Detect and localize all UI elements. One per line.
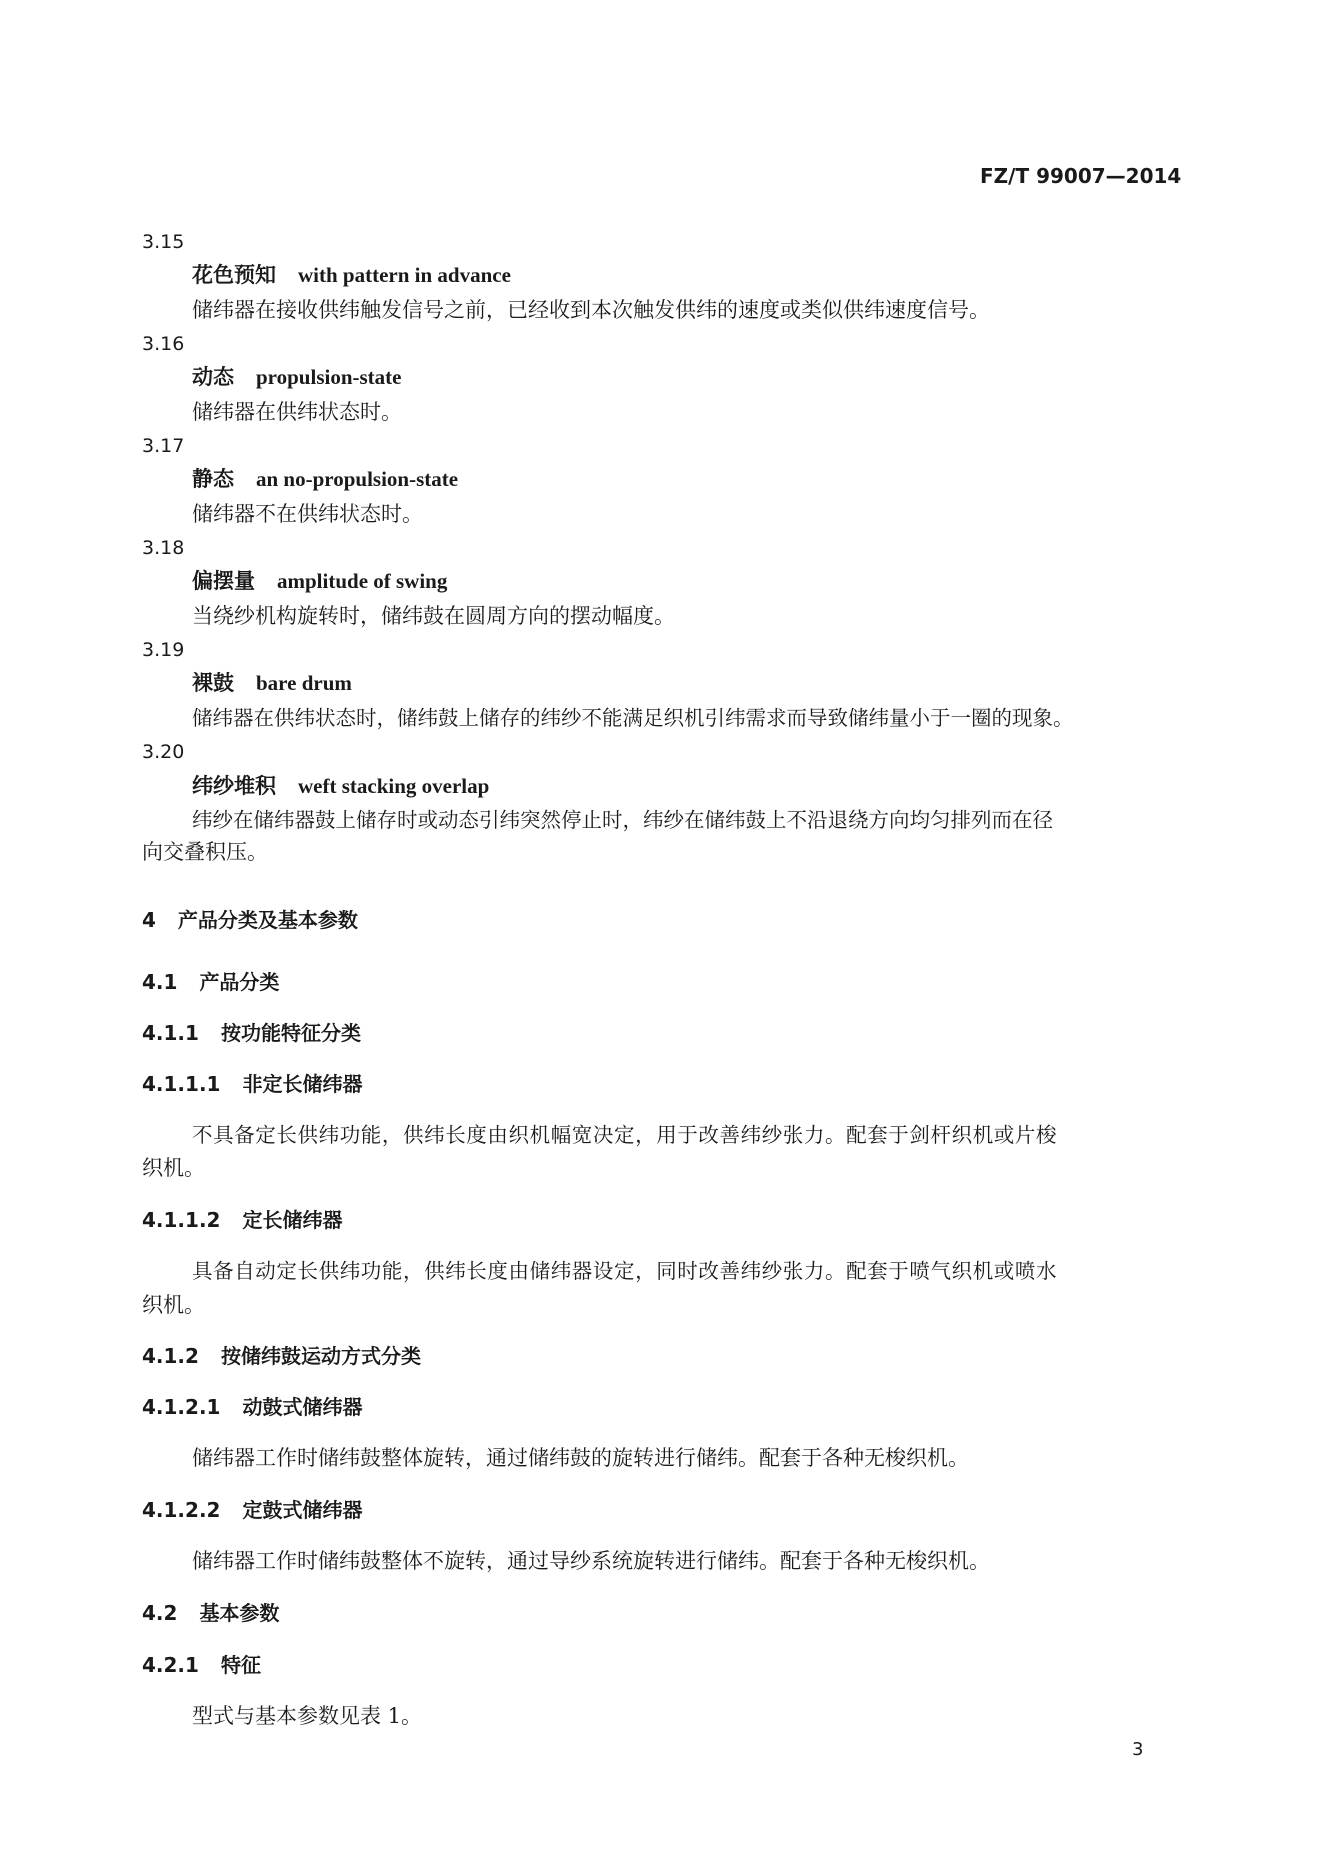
term-definition: 储纬器不在供纬状态时。 (192, 502, 423, 526)
term-en: weft stacking overlap (298, 774, 490, 798)
section-title: 定长储纬器 (242, 1208, 343, 1232)
section-number: 4.1.2.1 (142, 1395, 221, 1419)
term-definition: 储纬器在供纬状态时。 (192, 400, 402, 424)
term-definition: 纬纱在储纬器鼓上储存时或动态引纬突然停止时，纬纱在储纬鼓上不沿退绕方向均匀排列而在径 (192, 808, 1053, 832)
term-en: an no-propulsion-state (256, 467, 459, 491)
section-heading (142, 1070, 362, 1098)
term-number: 3.18 (142, 537, 185, 559)
section-heading (142, 906, 358, 934)
section-title: 特征 (220, 1653, 261, 1677)
section-number: 4.2.1 (142, 1653, 199, 1677)
term-heading (192, 261, 511, 289)
term-number: 3.19 (142, 639, 185, 661)
section-heading (142, 1599, 279, 1627)
term-cn: 纬纱堆积 (192, 773, 276, 798)
term-heading (192, 465, 458, 493)
section-number: 4 (142, 908, 156, 932)
term-number: 3.15 (142, 231, 185, 253)
term-heading (192, 669, 352, 697)
term-en: amplitude of swing (277, 569, 448, 593)
paragraph: 储纬器工作时储纬鼓整体不旋转，通过导纱系统旋转进行储纬。配套于各种无梭织机。 (192, 1549, 990, 1573)
term-heading (192, 772, 489, 800)
section-title: 动鼓式储纬器 (242, 1395, 363, 1419)
term-definition-continued: 向交叠积压。 (142, 840, 268, 864)
term-number: 3.20 (142, 741, 185, 763)
paragraph: 储纬器工作时储纬鼓整体旋转，通过储纬鼓的旋转进行储纬。配套于各种无梭织机。 (192, 1446, 969, 1470)
term-definition: 储纬器在供纬状态时，储纬鼓上储存的纬纱不能满足织机引纬需求而导致储纬量小于一圈的现象。 (192, 706, 1074, 730)
section-number: 4.1.1.2 (142, 1208, 221, 1232)
term-cn: 偏摆量 (192, 568, 255, 593)
section-heading (142, 1342, 421, 1370)
term-cn: 静态 (192, 466, 234, 491)
section-heading (142, 1496, 362, 1524)
section-number: 4.1.1 (142, 1021, 199, 1045)
paragraph: 型式与基本参数见表 1。 (192, 1704, 423, 1728)
term-cn: 动态 (192, 364, 234, 389)
section-heading (142, 968, 279, 996)
term-en: with pattern in advance (298, 263, 511, 287)
section-number: 4.1.1.1 (142, 1072, 221, 1096)
term-cn: 花色预知 (192, 262, 276, 287)
section-heading (142, 1651, 261, 1679)
paragraph: 具备自动定长供纬功能，供纬长度由储纬器设定，同时改善纬纱张力。配套于喷气织机或喷水 (192, 1259, 1058, 1283)
paragraph-continued: 织机。 (142, 1293, 205, 1317)
standard-code: FZ/T 99007—2014 (980, 164, 1182, 188)
section-title: 产品分类 (199, 970, 280, 994)
section-title: 按功能特征分类 (220, 1021, 361, 1045)
section-title: 产品分类及基本参数 (177, 908, 358, 932)
section-number: 4.2 (142, 1601, 178, 1625)
term-heading (192, 363, 401, 391)
section-title: 基本参数 (199, 1601, 280, 1625)
term-number: 3.16 (142, 333, 185, 355)
paragraph: 不具备定长供纬功能，供纬长度由织机幅宽决定，用于改善纬纱张力。配套于剑杆织机或片梭 (192, 1123, 1058, 1147)
page-number: 3 (1132, 1739, 1144, 1760)
section-heading (142, 1393, 362, 1421)
section-title: 非定长储纬器 (242, 1072, 363, 1096)
section-heading (142, 1206, 342, 1234)
section-number: 4.1 (142, 970, 178, 994)
paragraph-continued: 织机。 (142, 1156, 205, 1180)
term-en: bare drum (256, 671, 352, 695)
term-heading (192, 567, 447, 595)
section-number: 4.1.2.2 (142, 1498, 221, 1522)
section-title: 按储纬鼓运动方式分类 (220, 1344, 421, 1368)
term-definition: 当绕纱机构旋转时，储纬鼓在圆周方向的摆动幅度。 (192, 604, 675, 628)
term-number: 3.17 (142, 435, 185, 457)
term-cn: 裸鼓 (192, 670, 234, 695)
term-definition: 储纬器在接收供纬触发信号之前，已经收到本次触发供纬的速度或类似供纬速度信号。 (192, 298, 990, 322)
term-en: propulsion-state (256, 365, 402, 389)
section-number: 4.1.2 (142, 1344, 199, 1368)
section-title: 定鼓式储纬器 (242, 1498, 363, 1522)
section-heading (142, 1019, 361, 1047)
